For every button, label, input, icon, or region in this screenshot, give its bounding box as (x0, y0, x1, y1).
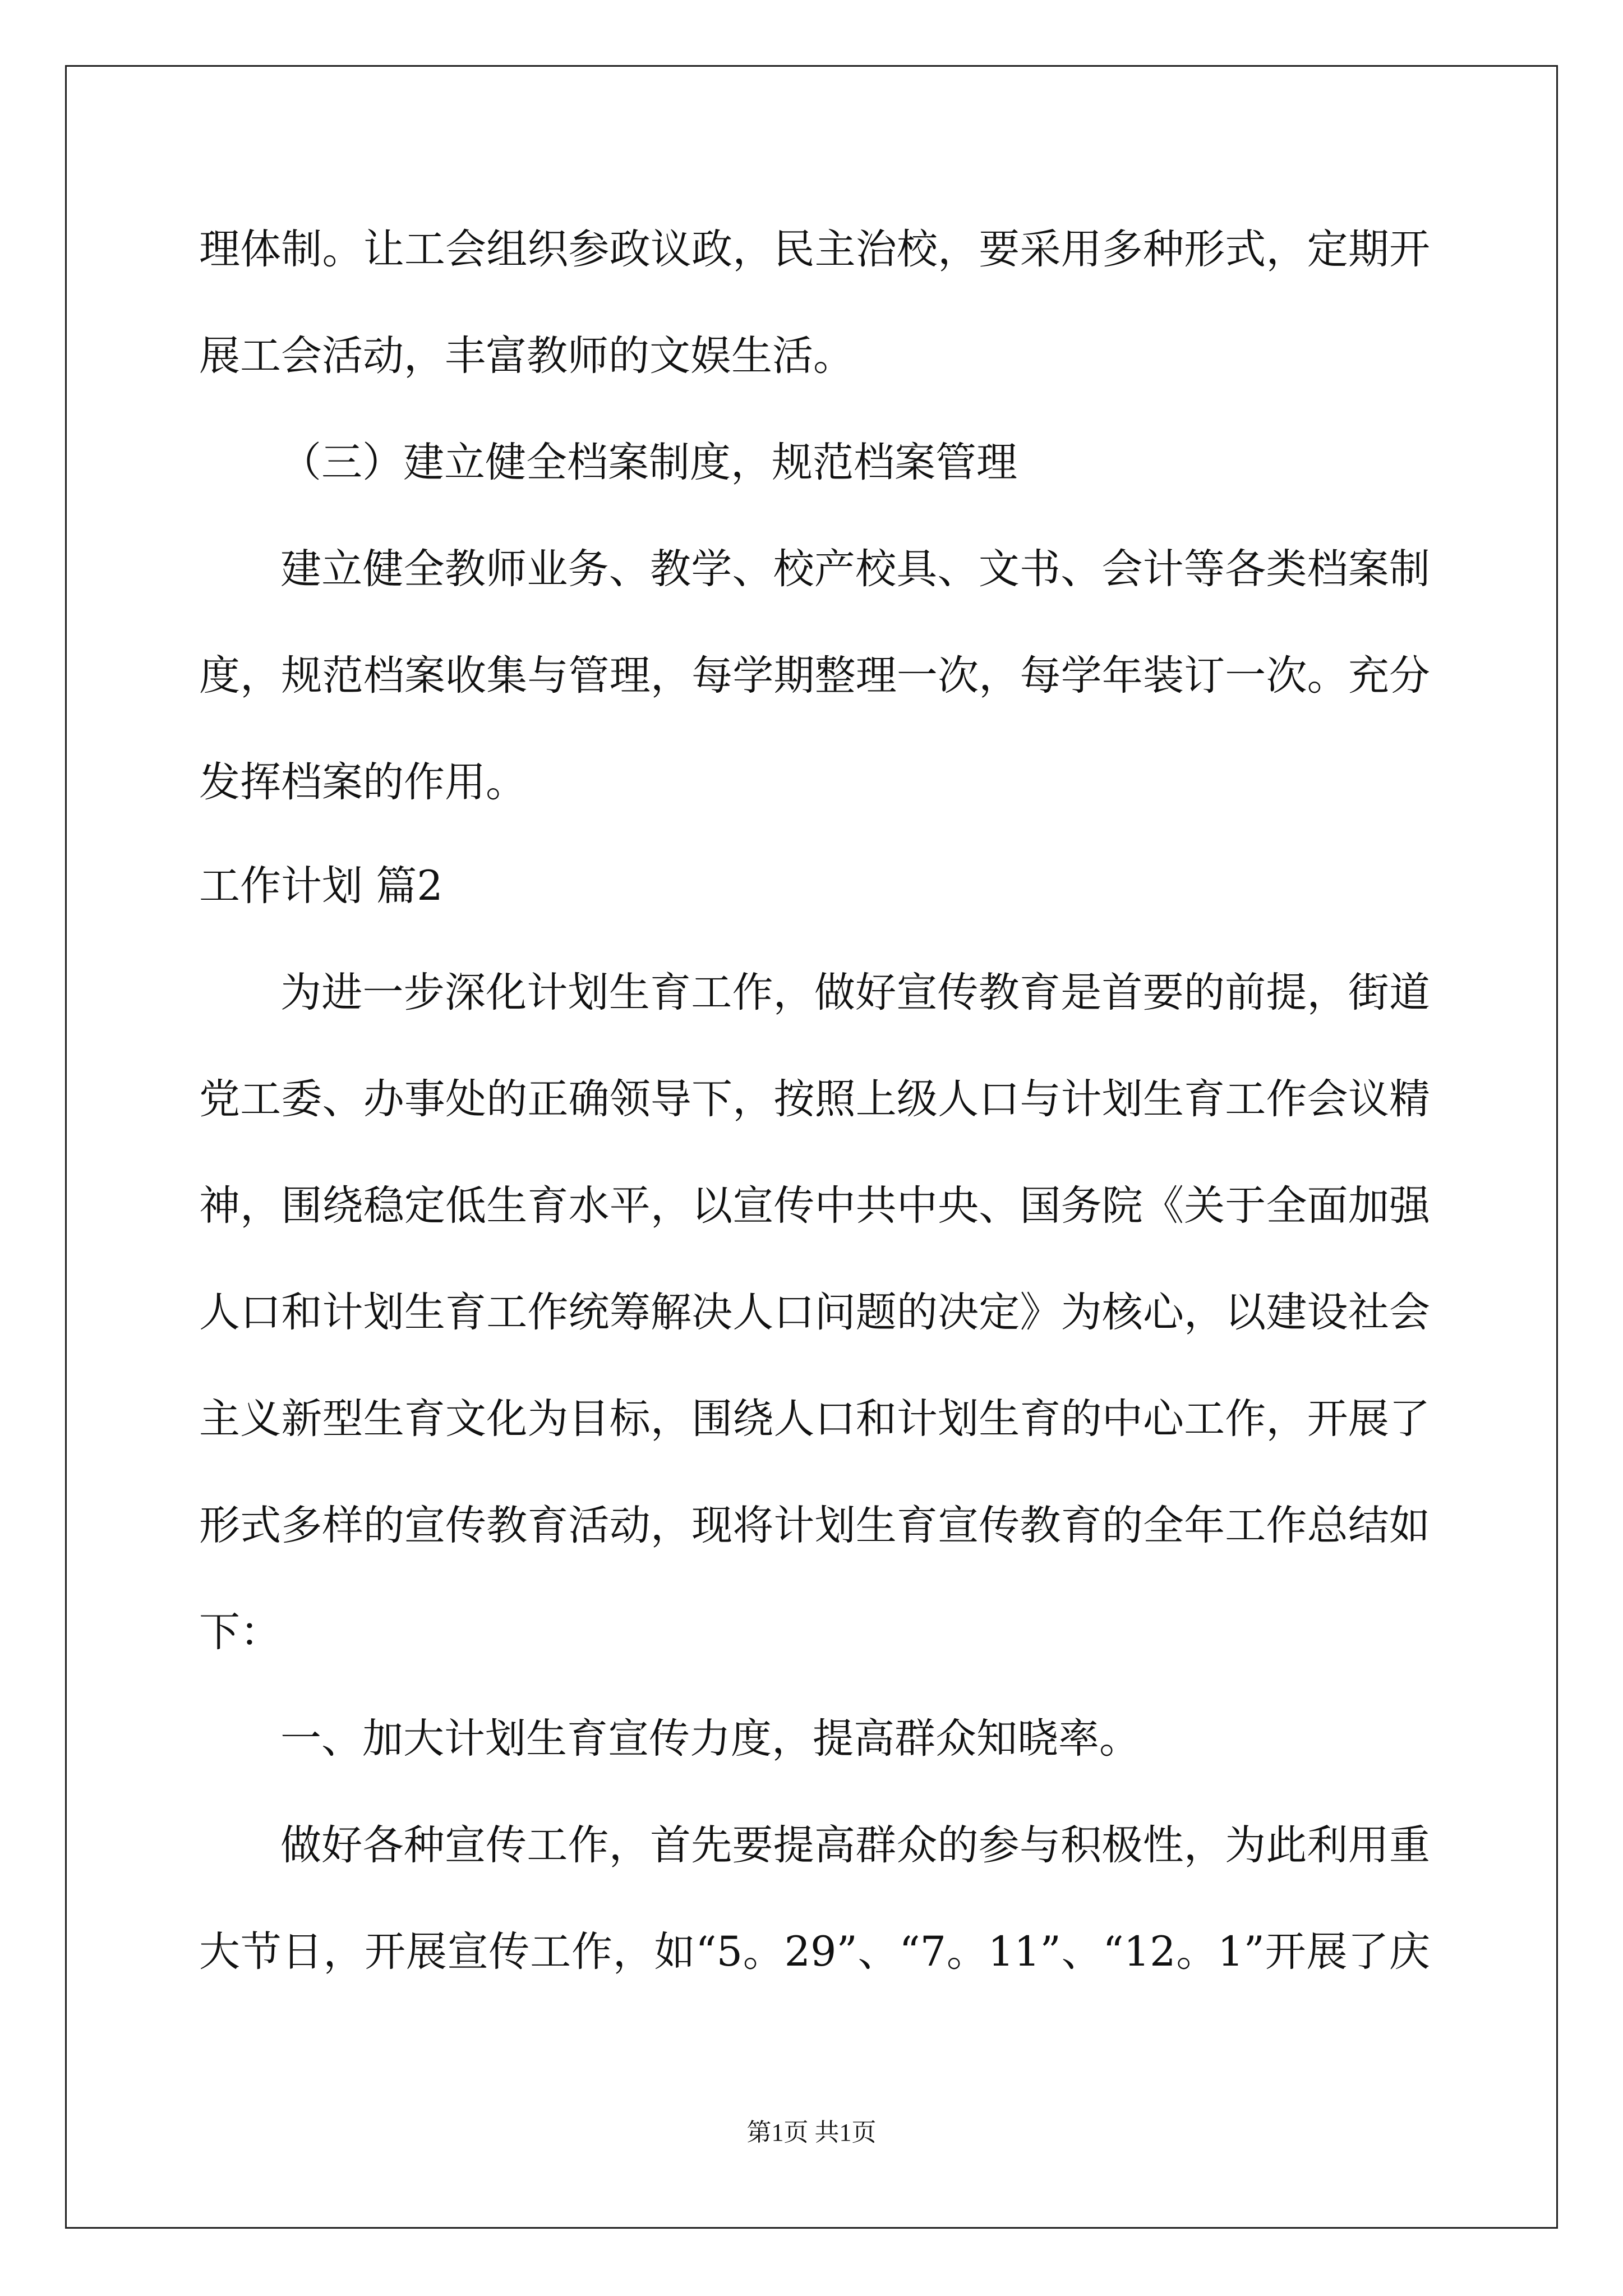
text-line: 展工会活动，丰富教师的文娱生活。 (199, 332, 854, 380)
text-line: 人口和计划生育工作统筹解决人口问题的决定》为核心，以建设社会 (199, 1289, 1430, 1336)
article-heading: 工作计划 篇2 (199, 862, 443, 910)
text-line: 党工委、办事处的正确领导下，按照上级人口与计划生育工作会议精 (199, 1075, 1430, 1123)
text-line: 下： (199, 1608, 281, 1656)
page-border (65, 65, 1558, 2229)
text-line: 建立健全教师业务、教学、校产校具、文书、会计等各类档案制 (280, 545, 1430, 593)
text-line: 大节日，开展宣传工作，如“5。29”、“7。11”、“12。1”开展了庆 (199, 1928, 1430, 1976)
text-line: 度，规范档案收集与管理，每学期整理一次，每学年装订一次。充分 (199, 652, 1430, 700)
page-footer: 第1页 共1页 (746, 2119, 877, 2146)
text-line: 为进一步深化计划生育工作，做好宣传教育是首要的前提，街道 (280, 969, 1430, 1016)
text-line: 做好各种宣传工作，首先要提高群众的参与积极性，为此利用重 (280, 1821, 1430, 1869)
text-line: 主义新型生育文化为目标，围绕人口和计划生育的中心工作，开展了 (199, 1395, 1430, 1443)
text-line: 理体制。让工会组织参政议政，民主治校，要采用多种形式，定期开 (199, 226, 1430, 273)
text-line: 形式多样的宣传教育活动，现将计划生育宣传教育的全年工作总结如 (199, 1502, 1430, 1549)
text-line: 神，围绕稳定低生育水平，以宣传中共中央、国务院《关于全面加强 (199, 1182, 1430, 1230)
text-line: 发挥档案的作用。 (199, 758, 527, 806)
section-heading: （三）建立健全档案制度，规范档案管理 (280, 439, 1017, 486)
section-heading: 一、加大计划生育宣传力度，提高群众知晓率。 (280, 1715, 1140, 1763)
